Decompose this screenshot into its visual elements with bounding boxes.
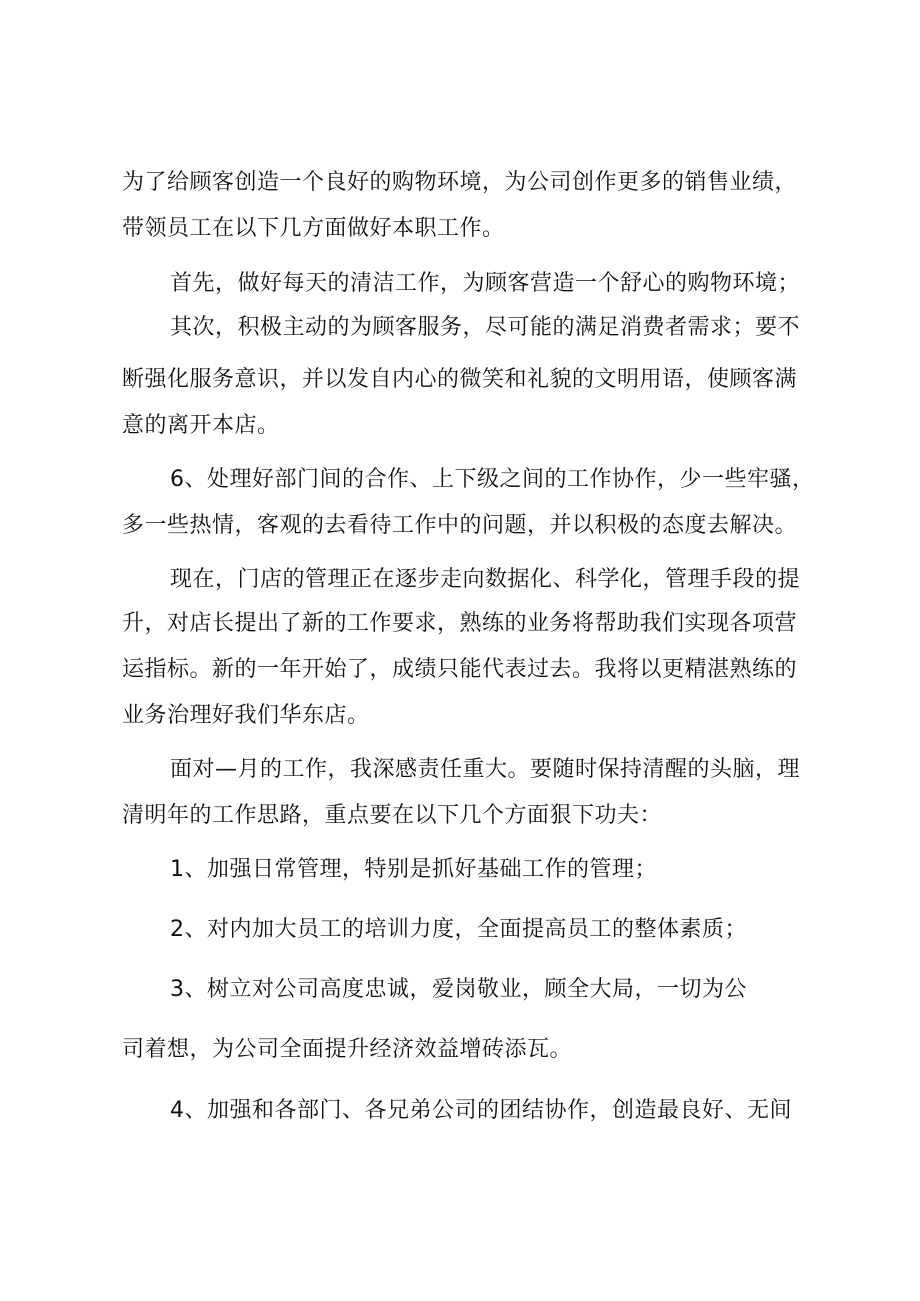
text-line: 3、树立对公司高度忠诚，爱岗敬业，顾全大局，一切为公 [170,977,747,1002]
text-line: 运指标。新的一年开始了，成绩只能代表过去。我将以更精湛熟练的 [122,657,798,682]
text-line: 6、处理好部门间的合作、上下级之间的工作协作，少一些牢骚， [170,467,815,492]
text-line: 司着想，为公司全面提升经济效益增砖添瓦。 [122,1037,573,1062]
text-line: 断强化服务意识，并以发自内心的微笑和礼貌的文明用语，使顾客满 [122,367,798,392]
text-line: 多一些热情，客观的去看待工作中的问题，并以积极的态度去解决。 [122,513,798,538]
text-line: 面对—月的工作，我深感责任重大。要随时保持清醒的头脑，理 [170,757,801,782]
text-line: 2、对内加大员工的培训力度，全面提高员工的整体素质； [170,917,747,942]
text-line: 升，对店长提出了新的工作要求，熟练的业务将帮助我们实现各项营 [122,611,798,636]
text-line: 清明年的工作思路，重点要在以下几个方面狠下功夫： [122,803,663,828]
text-line: 现在，门店的管理正在逐步走向数据化、科学化，管理手段的提 [170,567,801,592]
text-line: 业务治理好我们华东店。 [122,703,370,728]
text-line: 为了给顾客创造一个良好的购物环境，为公司创作更多的销售业绩， [122,170,798,195]
text-line: 带领员工在以下几方面做好本职工作。 [122,216,505,241]
text-line: 4、加强和各部门、各兄弟公司的团结协作，创造最良好、无间 [170,1098,792,1123]
text-line: 1、加强日常管理，特别是抓好基础工作的管理； [170,857,657,882]
text-line: 其次，积极主动的为顾客服务，尽可能的满足消费者需求；要不 [170,315,801,340]
text-line: 意的离开本店。 [122,413,280,438]
text-line: 首先，做好每天的清洁工作，为顾客营造一个舒心的购物环境； [170,271,801,296]
